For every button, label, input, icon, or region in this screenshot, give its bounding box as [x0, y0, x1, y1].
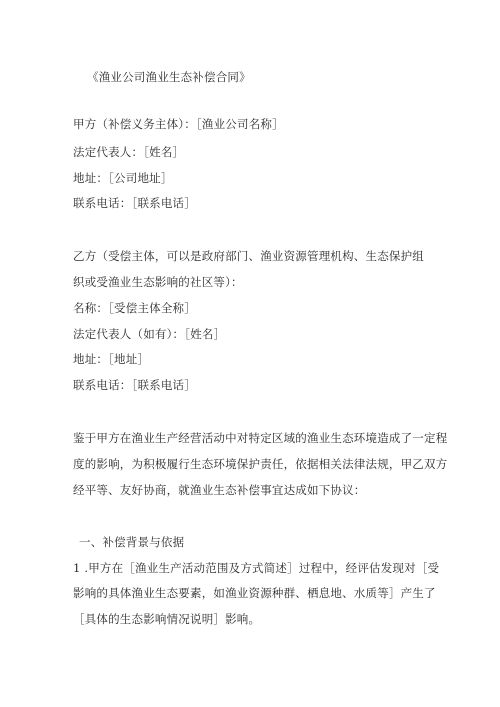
party-b-header-line2: 织或受渔业生态影响的社区等）： — [73, 275, 243, 289]
party-b-address: 地址：［地址］ — [73, 352, 150, 366]
party-b-header-line1: 乙方（受偿主体，可以是政府部门、渔业资源管理机构、生态保护组 — [73, 249, 424, 263]
clause1-line1: 1 .甲方在［渔业生产活动范围及方式简述］过程中，经评估发现对［受 — [73, 561, 440, 575]
document-title: 《渔业公司渔业生态补偿合同》 — [87, 70, 251, 84]
party-a-representative: 法定代表人：［姓名］ — [73, 145, 185, 159]
party-a-phone: 联系电话：［联系电话］ — [73, 196, 196, 210]
party-b-name: 名称：［受偿主体全称］ — [73, 301, 196, 315]
section1-heading: 一、补偿背景与依据 — [79, 535, 185, 549]
party-b-phone: 联系电话：［联系电话］ — [73, 378, 196, 392]
clause1-line3: ［具体的生态影响情况说明］影响。 — [73, 612, 261, 626]
preamble-line3: 经平等、友好协商，就渔业生态补偿事宜达成如下协议： — [73, 483, 366, 497]
party-b-representative: 法定代表人（如有）：［姓名］ — [73, 327, 226, 341]
party-a-header: 甲方（补偿义务主体）：［渔业公司名称］ — [73, 117, 284, 131]
preamble-line1: 鉴于甲方在渔业生产经营活动中对特定区域的渔业生态环境造成了一定程 — [73, 431, 448, 445]
clause1-line2: 影响的具体渔业生态要素，如渔业资源种群、栖息地、水质等］产生了 — [73, 586, 436, 600]
party-a-address: 地址：［公司地址］ — [73, 171, 173, 185]
preamble-line2: 度的影响，为积极履行生态环境保护责任，依据相关法律法规，甲乙双方 — [73, 457, 448, 471]
